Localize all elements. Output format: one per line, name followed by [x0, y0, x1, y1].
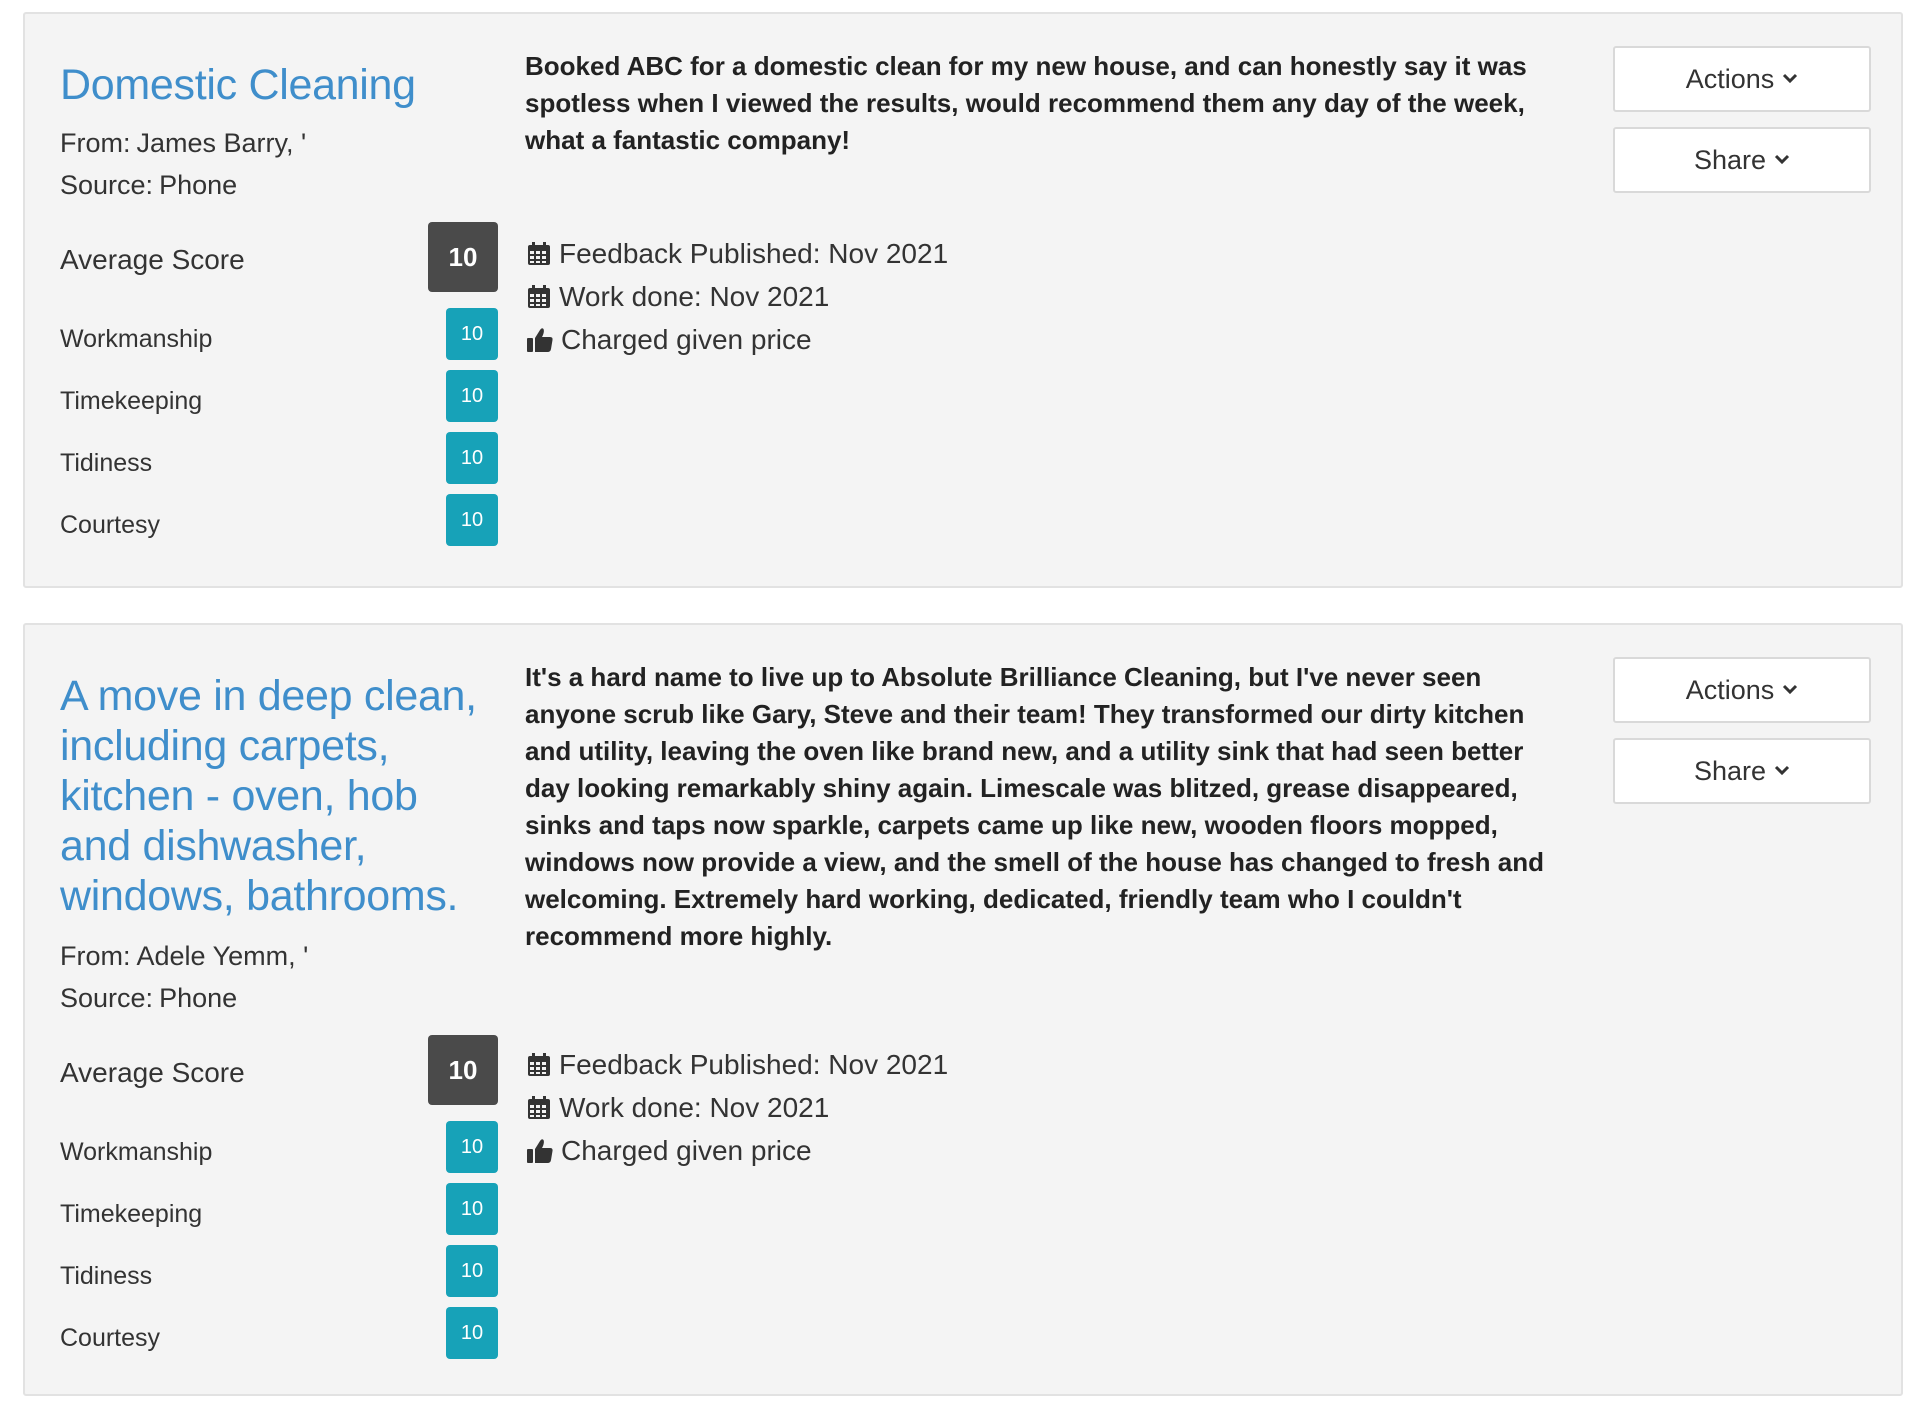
review-body — [525, 659, 1575, 955]
chevron-down-icon — [1782, 73, 1798, 85]
thumbs-up-icon — [525, 1137, 555, 1165]
score-label: Courtesy — [60, 1324, 161, 1352]
average-score-badge: 10 — [428, 1035, 498, 1105]
chevron-down-icon — [1774, 154, 1790, 166]
chevron-down-icon — [1774, 765, 1790, 777]
score-badge: 10 — [446, 432, 498, 484]
review-source — [60, 977, 498, 1019]
calendar-icon — [525, 1051, 553, 1079]
score-label: Workmanship — [60, 1138, 213, 1166]
review-actions — [1613, 657, 1871, 819]
calendar-icon — [525, 283, 553, 311]
charged-price — [525, 1129, 1575, 1172]
review-text: It's a hard name to live up to Absolute Brilliance Cleaning, but I've never seen anyone scrub like Gary, Steve and their team! They transformed our dirty kitchen and utility, leaving the oven like brand new, and a utility sink that had seen better day looking remarkably shiny again. Limescale was blitzed, grease disappeared, sinks and taps now sparkle, carpets came up like new, wooden floors mopped, windows now provide a view, and the smell of the house has changed to fresh and welcoming. Extremely hard working, dedicated, friendly team who I couldn't recommend more highly. — [525, 662, 1544, 951]
score-badge: 10 — [446, 308, 498, 360]
review-card — [23, 12, 1903, 588]
actions-label: Actions — [1685, 63, 1775, 94]
review-summary — [60, 48, 498, 556]
review-from — [60, 122, 498, 164]
calendar-icon — [525, 1094, 553, 1122]
score-row-timekeeping — [60, 1183, 498, 1245]
charged-text: Charged given price — [561, 324, 812, 355]
score-badge: 10 — [446, 1307, 498, 1359]
work-done-text: Work done: Nov 2021 — [559, 1092, 830, 1123]
work-done — [525, 275, 1575, 318]
actions-button[interactable] — [1613, 657, 1871, 723]
review-text: Booked ABC for a domestic clean for my new house, and can honestly say it was spotless when I viewed the results, would recommend them any day of the week, what a fantastic company! — [525, 51, 1527, 155]
score-label: Timekeeping — [60, 1200, 203, 1228]
score-table — [60, 222, 498, 556]
review-details — [525, 1043, 1575, 1172]
score-badge: 10 — [446, 370, 498, 422]
review-source — [60, 164, 498, 206]
charged-text: Charged given price — [561, 1135, 812, 1166]
calendar-icon — [525, 240, 553, 268]
average-score-row — [60, 1035, 498, 1121]
score-badge: 10 — [446, 1245, 498, 1297]
average-score-label: Average Score — [60, 244, 245, 275]
score-label: Workmanship — [60, 325, 213, 353]
score-row-timekeeping — [60, 370, 498, 432]
score-badge: 10 — [446, 1183, 498, 1235]
chevron-down-icon — [1782, 684, 1798, 696]
source-label: Source: — [60, 983, 154, 1013]
actions-button[interactable] — [1613, 46, 1871, 112]
share-button[interactable] — [1613, 738, 1871, 804]
score-row-workmanship — [60, 1121, 498, 1183]
work-done — [525, 1086, 1575, 1129]
average-score-badge: 10 — [428, 222, 498, 292]
score-row-courtesy — [60, 1307, 498, 1369]
share-button[interactable] — [1613, 127, 1871, 193]
score-label: Tidiness — [60, 1262, 153, 1290]
review-title: Domestic Cleaning — [60, 61, 416, 109]
thumbs-up-icon — [525, 326, 555, 354]
from-value: Adele Yemm, ' — [136, 941, 309, 971]
review-actions — [1613, 46, 1871, 208]
source-value: Phone — [159, 170, 238, 200]
share-label: Share — [1693, 144, 1767, 175]
score-row-workmanship — [60, 308, 498, 370]
charged-price — [525, 318, 1575, 361]
review-from — [60, 935, 498, 977]
score-table — [60, 1035, 498, 1369]
feedback-published — [525, 232, 1575, 275]
from-label: From: — [60, 128, 131, 158]
score-label: Tidiness — [60, 449, 153, 477]
average-score-row — [60, 222, 498, 308]
review-summary — [60, 659, 498, 1369]
published-text: Feedback Published: Nov 2021 — [559, 238, 949, 269]
from-value: James Barry, ' — [136, 128, 307, 158]
score-row-courtesy — [60, 494, 498, 556]
source-value: Phone — [159, 983, 238, 1013]
source-label: Source: — [60, 170, 154, 200]
feedback-published — [525, 1043, 1575, 1086]
review-details — [525, 232, 1575, 361]
score-row-tidiness — [60, 1245, 498, 1307]
share-label: Share — [1693, 755, 1767, 786]
score-label: Courtesy — [60, 511, 161, 539]
actions-label: Actions — [1685, 674, 1775, 705]
from-label: From: — [60, 941, 131, 971]
published-text: Feedback Published: Nov 2021 — [559, 1049, 949, 1080]
score-row-tidiness — [60, 432, 498, 494]
score-label: Timekeeping — [60, 387, 203, 415]
review-body — [525, 48, 1575, 159]
average-score-label: Average Score — [60, 1057, 245, 1088]
score-badge: 10 — [446, 494, 498, 546]
review-title: A move in deep clean, including carpets, kitchen - oven, hob and dishwasher, windows, bathrooms. — [60, 672, 477, 920]
review-card — [23, 623, 1903, 1396]
score-badge: 10 — [446, 1121, 498, 1173]
work-done-text: Work done: Nov 2021 — [559, 281, 830, 312]
